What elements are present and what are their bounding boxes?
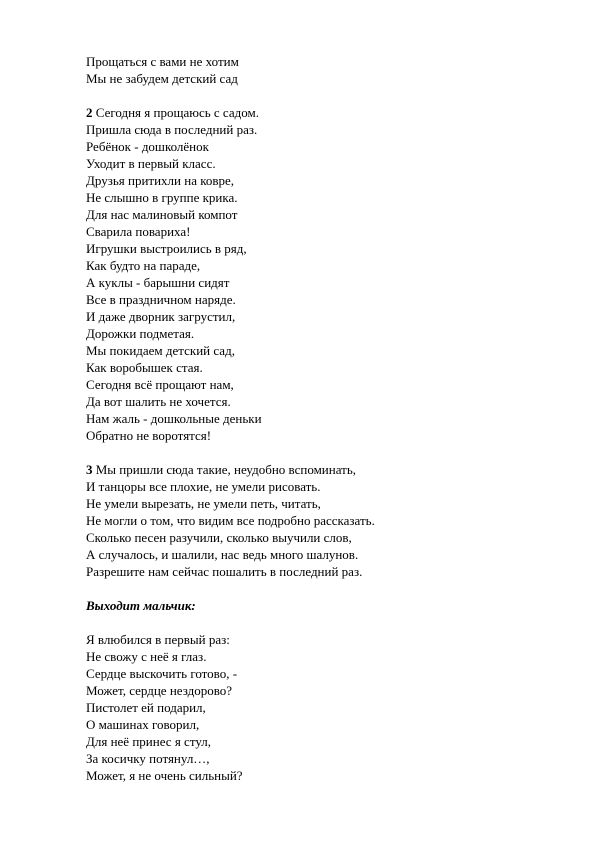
stanza-gap (86, 87, 566, 104)
text-line: Дорожки подметая. (86, 326, 195, 341)
text-line: Все в праздничном наряде. (86, 292, 236, 307)
text-line: Мы не забудем детский сад (86, 71, 238, 86)
stanza-first-text: Мы пришли сюда такие, неудобно вспоминать, (92, 462, 357, 477)
intro-stanza (86, 53, 566, 87)
stanza-gap (86, 444, 566, 461)
text-line: Пришла сюда в последний раз. (86, 122, 258, 137)
stanza-first-line (86, 104, 566, 121)
stanza-number: 2 (86, 105, 93, 120)
stanza-first-text: Сегодня я прощаюсь с садом. (92, 105, 259, 120)
stanza-first-line (86, 461, 566, 478)
text-line: Обратно не воротятся! (86, 428, 212, 443)
text-line: Сварила повариха! (86, 224, 191, 239)
document-page (86, 53, 566, 784)
text-line: Для нас малиновый компот (86, 207, 238, 222)
text-line: Сегодня всё прощают нам, (86, 377, 234, 392)
text-line: О машинах говорил, (86, 717, 200, 732)
text-line: Мы покидаем детский сад, (86, 343, 235, 358)
text-line: Я влюбился в первый раз: (86, 632, 230, 647)
text-line: За косичку потянул…, (86, 751, 210, 766)
text-line: Как будто на параде, (86, 258, 201, 273)
text-line: Прощаться с вами не хотим (86, 54, 239, 69)
text-line: Не могли о том, что видим все подробно рассказать. (86, 513, 375, 528)
text-line: Может, я не очень сильный? (86, 768, 243, 783)
text-line: Разрешите нам сейчас пошалить в последний раз. (86, 564, 363, 579)
text-line: Нам жаль - дошкольные деньки (86, 411, 262, 426)
text-line: Как воробышек стая. (86, 360, 203, 375)
stanza-3 (86, 461, 566, 580)
stanza-number: 3 (86, 462, 93, 477)
text-line: И даже дворник загрустил, (86, 309, 236, 324)
boy-verse (86, 631, 566, 784)
text-line: Сердце выскочить готово, - (86, 666, 238, 681)
section-heading: Выходит мальчик: (86, 598, 196, 613)
text-line: Пистолет ей подарил, (86, 700, 206, 715)
text-line: Сколько песен разучили, сколько выучили слов, (86, 530, 352, 545)
stanza-2 (86, 104, 566, 444)
text-line: Для неё принес я стул, (86, 734, 211, 749)
text-line: Не умели вырезать, не умели петь, читать, (86, 496, 321, 511)
text-line: Не слышно в группе крика. (86, 190, 238, 205)
text-line: Может, сердце нездорово? (86, 683, 233, 698)
stanza-gap (86, 614, 566, 631)
text-line: Да вот шалить не хочется. (86, 394, 231, 409)
text-line: Уходит в первый класс. (86, 156, 216, 171)
text-line: Ребёнок - дошколёнок (86, 139, 209, 154)
text-line: Друзья притихли на ковре, (86, 173, 235, 188)
text-line: А куклы - барышни сидят (86, 275, 230, 290)
text-line: И танцоры все плохие, не умели рисовать. (86, 479, 321, 494)
text-line: Не свожу с неё я глаз. (86, 649, 207, 664)
text-line: Игрушки выстроились в ряд, (86, 241, 247, 256)
text-line: А случалось, и шалили, нас ведь много шалунов. (86, 547, 359, 562)
stanza-gap (86, 580, 566, 597)
